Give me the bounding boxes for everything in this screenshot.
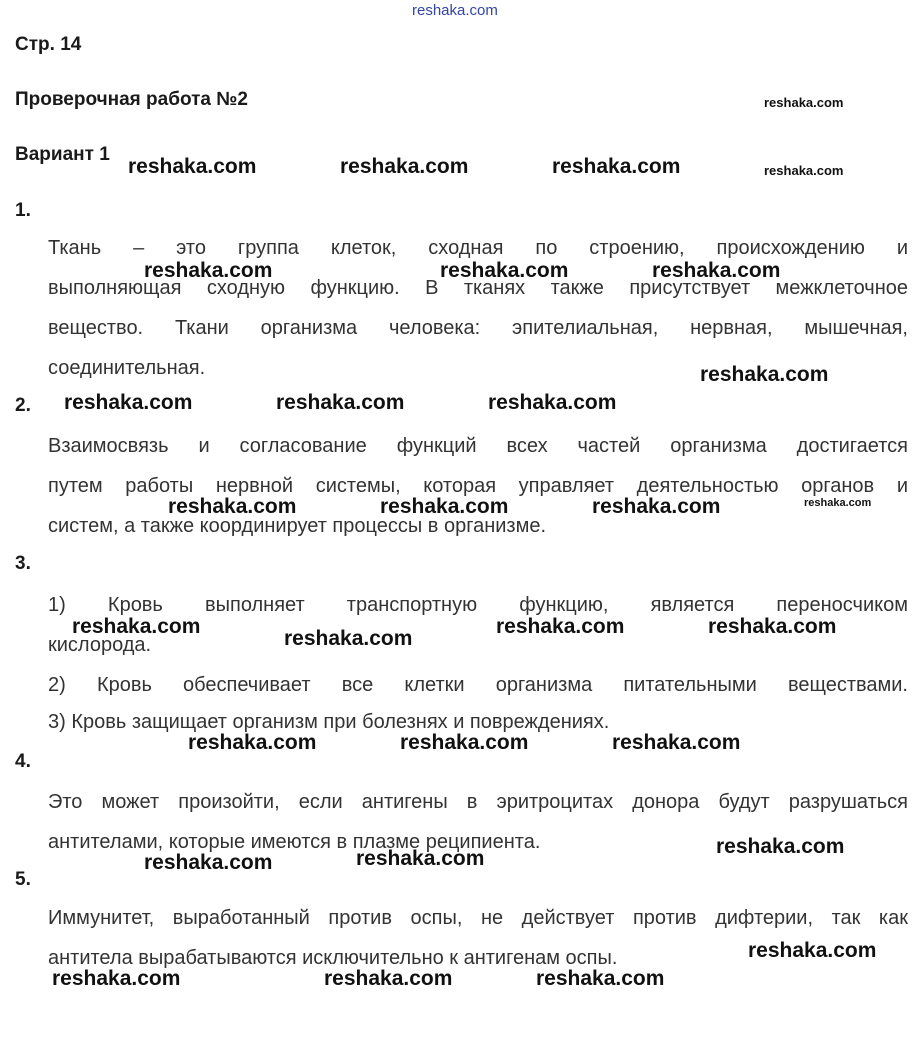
watermark: reshaka.com [536, 967, 665, 990]
page-title: Проверочная работа №2 [15, 89, 248, 110]
watermark: reshaka.com [168, 495, 297, 518]
watermark: reshaka.com [380, 495, 509, 518]
watermark: reshaka.com [708, 615, 837, 638]
watermark: reshaka.com [324, 967, 453, 990]
watermark: reshaka.com [592, 495, 721, 518]
watermark: reshaka.com [64, 391, 193, 414]
watermark: reshaka.com [356, 847, 485, 870]
answer-line: кислорода. [48, 634, 152, 656]
answer-line: систем, а также координирует процессы в организме. [48, 515, 547, 537]
answer-line: выполняющая сходную функцию. В тканях также присутствует межклеточное [48, 277, 908, 299]
watermark: reshaka.com [716, 835, 845, 858]
answer-number: 2. [15, 395, 31, 416]
watermark: reshaka.com [52, 967, 181, 990]
answer-line: 3) Кровь защищает организм при болезнях и повреждениях. [48, 711, 610, 733]
watermark: reshaka.com [700, 363, 829, 386]
answer-line: Это может произойти, если антигены в эритроцитах донора будут разрушаться [48, 791, 908, 813]
answer-line: путем работы нервной системы, которая управляет деятельностью органов и [48, 475, 908, 497]
watermark: reshaka.com [188, 731, 317, 754]
watermark: reshaka.com [764, 95, 844, 110]
variant-heading: Вариант 1 [15, 144, 110, 165]
watermark: reshaka.com [764, 163, 844, 178]
watermark: reshaka.com [400, 731, 529, 754]
answer-line: Иммунитет, выработанный против оспы, не действует против дифтерии, так как [48, 907, 908, 929]
answer-line: 1) Кровь выполняет транспортную функцию, является переносчиком [48, 594, 908, 616]
answer-line: 2) Кровь обеспечивает все клетки организма питательными веществами. [48, 674, 908, 696]
watermark: reshaka.com [440, 259, 569, 282]
watermark: reshaka.com [652, 259, 781, 282]
watermark: reshaka.com [804, 497, 872, 509]
answer-line: антитела вырабатываются исключительно к антигенам оспы. [48, 947, 618, 969]
watermark: reshaka.com [612, 731, 741, 754]
watermark: reshaka.com [488, 391, 617, 414]
watermark: reshaka.com [144, 851, 273, 874]
answer-number: 5. [15, 869, 31, 890]
answer-number: 3. [15, 553, 31, 574]
watermark: reshaka.com [144, 259, 273, 282]
answer-line: Взаимосвязь и согласование функций всех частей организма достигается [48, 435, 908, 457]
answer-line: Ткань – это группа клеток, сходная по строению, происхождению и [48, 237, 908, 259]
watermark: reshaka.com [128, 155, 257, 178]
answer-line: вещество. Ткани организма человека: эпителиальная, нервная, мышечная, [48, 317, 908, 339]
watermark: reshaka.com [748, 939, 877, 962]
answer-number: 4. [15, 751, 31, 772]
answer-line: соединительная. [48, 357, 206, 379]
watermark: reshaka.com [72, 615, 201, 638]
watermark: reshaka.com [284, 627, 413, 650]
answer-line: антителами, которые имеются в плазме реципиента. [48, 831, 541, 853]
answer-number: 1. [15, 200, 31, 221]
page-label: Стр. 14 [15, 34, 82, 55]
watermark: reshaka.com [496, 615, 625, 638]
watermark: reshaka.com [340, 155, 469, 178]
watermark: reshaka.com [412, 2, 498, 19]
watermark: reshaka.com [276, 391, 405, 414]
watermark: reshaka.com [552, 155, 681, 178]
